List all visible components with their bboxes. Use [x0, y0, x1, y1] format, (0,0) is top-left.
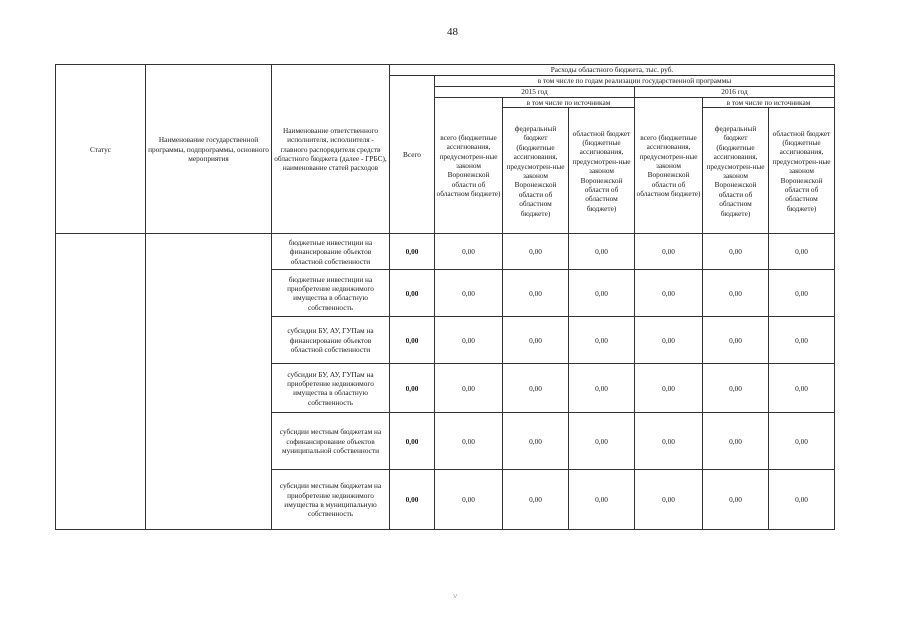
header-regional-2016: областной бюджет (бюджетные ассигнования, предусмотрен-ные законом Воронежской области об областном бюджете)	[769, 108, 835, 234]
value-cell: 0,00	[503, 470, 569, 530]
value-cell: 0,00	[769, 317, 835, 364]
value-cell: 0,00	[703, 234, 769, 270]
value-cell: 0,00	[435, 470, 503, 530]
value-cell: 0,00	[569, 234, 635, 270]
expense-item-label: субсидии БУ, АУ, ГУПам на финансирование объектов областной собственности	[272, 317, 390, 364]
header-total-assign-2015: всего (бюджетные ассигнования, предусмотрен-ные законом Воронежской области об областном бюджете)	[435, 98, 503, 234]
status-cell	[56, 234, 146, 530]
header-program-name: Наименование государственной программы, подпрограммы, основного мероприятия	[146, 65, 272, 234]
expense-item-label: субсидии местным бюджетам на софинансирование объектов муниципальной собственности	[272, 413, 390, 470]
value-cell: 0,00	[569, 317, 635, 364]
value-cell: 0,00	[769, 470, 835, 530]
value-total: 0,00	[390, 470, 435, 530]
page-number: 48	[447, 26, 458, 38]
header-sources-2015: в том числе по источникам	[503, 98, 635, 108]
header-total: Всего	[390, 76, 435, 234]
header-status: Статус	[56, 65, 146, 234]
value-cell: 0,00	[503, 317, 569, 364]
header-by-years: в том числе по годам реализации государственной программы	[435, 76, 835, 87]
value-cell: 0,00	[635, 234, 703, 270]
scan-mark: ˅	[453, 592, 458, 601]
value-cell: 0,00	[703, 413, 769, 470]
value-cell: 0,00	[503, 234, 569, 270]
value-cell: 0,00	[435, 234, 503, 270]
value-cell: 0,00	[435, 270, 503, 317]
value-cell: 0,00	[503, 413, 569, 470]
header-year-2016: 2016 год	[635, 87, 835, 98]
value-cell: 0,00	[435, 364, 503, 413]
value-cell: 0,00	[635, 470, 703, 530]
program-name-cell	[146, 234, 272, 530]
value-cell: 0,00	[703, 470, 769, 530]
value-cell: 0,00	[569, 413, 635, 470]
value-cell: 0,00	[435, 317, 503, 364]
value-total: 0,00	[390, 317, 435, 364]
value-cell: 0,00	[703, 317, 769, 364]
value-cell: 0,00	[569, 270, 635, 317]
value-cell: 0,00	[635, 364, 703, 413]
header-expenses: Расходы областного бюджета, тыс. руб.	[390, 65, 835, 76]
value-cell: 0,00	[769, 364, 835, 413]
value-cell: 0,00	[635, 413, 703, 470]
value-total: 0,00	[390, 364, 435, 413]
header-responsible: Наименование ответственного исполнителя, исполнителя - главного распорядителя средств областного бюджета (далее - ГРБС), наименование статей расходов	[272, 65, 390, 234]
value-cell: 0,00	[503, 270, 569, 317]
value-cell: 0,00	[769, 413, 835, 470]
header-regional-2015: областной бюджет (бюджетные ассигнования, предусмотрен-ные законом Воронежской области об областном бюджете)	[569, 108, 635, 234]
value-cell: 0,00	[769, 270, 835, 317]
value-total: 0,00	[390, 270, 435, 317]
value-cell: 0,00	[635, 317, 703, 364]
header-sources-2016: в том числе по источникам	[703, 98, 835, 108]
value-cell: 0,00	[703, 270, 769, 317]
header-year-2015: 2015 год	[435, 87, 635, 98]
expense-item-label: бюджетные инвестиции на финансирование объектов областной собственности	[272, 234, 390, 270]
value-cell: 0,00	[435, 413, 503, 470]
value-cell: 0,00	[503, 364, 569, 413]
table-row	[56, 234, 835, 270]
expense-item-label: субсидии БУ, АУ, ГУПам на приобретение недвижимого имущества в областную собственность	[272, 364, 390, 413]
header-total-assign-2016: всего (бюджетные ассигнования, предусмотрен-ные законом Воронежской области об областном бюджете)	[635, 98, 703, 234]
value-cell: 0,00	[569, 470, 635, 530]
value-total: 0,00	[390, 234, 435, 270]
expense-item-label: субсидии местным бюджетам на приобретение недвижимого имущества в муниципальную собственность	[272, 470, 390, 530]
budget-table	[55, 64, 835, 530]
value-cell: 0,00	[769, 234, 835, 270]
value-cell: 0,00	[703, 364, 769, 413]
value-total: 0,00	[390, 413, 435, 470]
expense-item-label: бюджетные инвестиции на приобретение недвижимого имущества в областную собственность	[272, 270, 390, 317]
header-federal-2016: федеральный бюджет (бюджетные ассигнования, предусмотрен-ные законом Воронежской области об областном бюджете)	[703, 108, 769, 234]
value-cell: 0,00	[635, 270, 703, 317]
header-federal-2015: федеральный бюджет (бюджетные ассигнования, предусмотрен-ные законом Воронежской области об областном бюджете)	[503, 108, 569, 234]
value-cell: 0,00	[569, 364, 635, 413]
